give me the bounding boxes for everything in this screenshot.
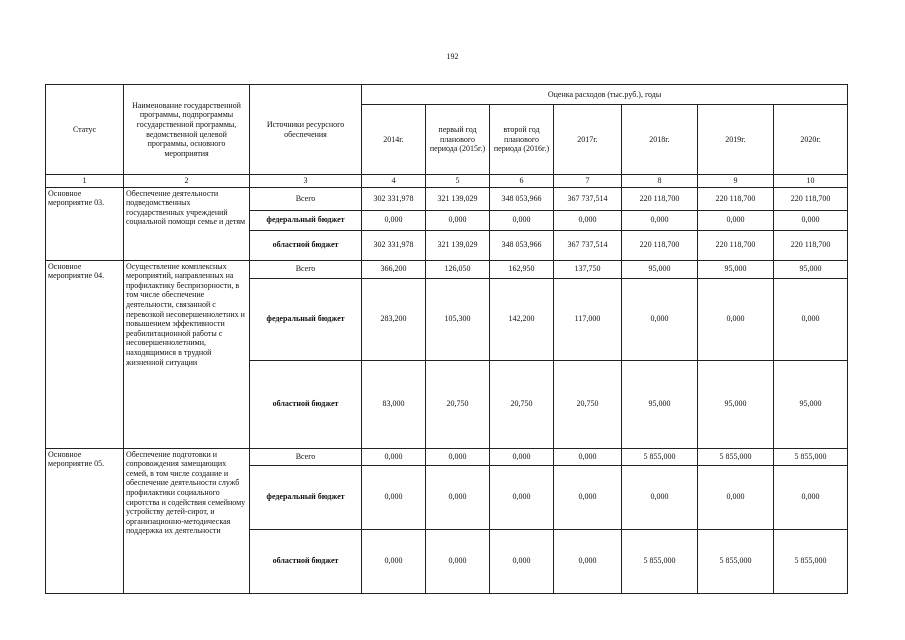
source-label: областной бюджет <box>250 230 362 260</box>
value-cell: 20,750 <box>426 360 490 448</box>
group-name: Обеспечение подготовки и сопровождения замещающих семей, в том числе создание и обеспечение деятельности служб профилактики социального сиротства и содействия семейному устройству детей-сирот, и организационно-методическая поддержка их деятельности <box>124 448 250 593</box>
value-cell: 0,000 <box>622 465 698 529</box>
column-number: 5 <box>426 175 490 188</box>
value-cell: 5 855,000 <box>698 448 774 465</box>
header-name: Наименование государственной программы, подпрограммы государственной программы, ведомственной целевой программы, основного мероприятия <box>124 85 250 175</box>
value-cell: 302 331,978 <box>362 230 426 260</box>
value-cell: 95,000 <box>622 360 698 448</box>
column-number-row <box>46 175 848 188</box>
value-cell: 95,000 <box>774 360 848 448</box>
value-cell: 283,200 <box>362 278 426 360</box>
value-cell: 0,000 <box>554 465 622 529</box>
value-cell: 0,000 <box>698 210 774 230</box>
header-year: 2020г. <box>774 105 848 175</box>
value-cell: 366,200 <box>362 260 426 278</box>
source-label: Всего <box>250 260 362 278</box>
source-label: федеральный бюджет <box>250 278 362 360</box>
source-label: Всего <box>250 187 362 210</box>
value-cell: 0,000 <box>774 210 848 230</box>
column-number: 3 <box>250 175 362 188</box>
value-cell: 321 139,029 <box>426 187 490 210</box>
value-cell: 0,000 <box>362 210 426 230</box>
column-number: 7 <box>554 175 622 188</box>
value-cell: 0,000 <box>622 210 698 230</box>
header-year: второй год планового периода (2016г.) <box>490 105 554 175</box>
column-number: 4 <box>362 175 426 188</box>
column-number: 6 <box>490 175 554 188</box>
value-cell: 0,000 <box>490 529 554 593</box>
group-name: Обеспечение деятельности подведомственных государственных учреждений социальной помощи семье и детям <box>124 187 250 260</box>
value-cell: 0,000 <box>622 278 698 360</box>
value-cell: 220 118,700 <box>774 187 848 210</box>
value-cell: 5 855,000 <box>622 529 698 593</box>
header-estimate: Оценка расходов (тыс.руб.), годы <box>362 85 848 105</box>
value-cell: 0,000 <box>554 210 622 230</box>
value-cell: 105,300 <box>426 278 490 360</box>
column-number: 8 <box>622 175 698 188</box>
value-cell: 220 118,700 <box>698 187 774 210</box>
header-year: 2018г. <box>622 105 698 175</box>
value-cell: 0,000 <box>426 465 490 529</box>
header-year: 2014г. <box>362 105 426 175</box>
column-number: 1 <box>46 175 124 188</box>
value-cell: 83,000 <box>362 360 426 448</box>
header-status: Статус <box>46 85 124 175</box>
value-cell: 117,000 <box>554 278 622 360</box>
value-cell: 0,000 <box>490 465 554 529</box>
value-cell: 302 331,978 <box>362 187 426 210</box>
header-year: 2017г. <box>554 105 622 175</box>
value-cell: 95,000 <box>698 360 774 448</box>
value-cell: 0,000 <box>362 448 426 465</box>
value-cell: 0,000 <box>490 448 554 465</box>
header-year: 2019г. <box>698 105 774 175</box>
header-year: первый год планового периода (2015г.) <box>426 105 490 175</box>
source-label: областной бюджет <box>250 529 362 593</box>
value-cell: 5 855,000 <box>774 529 848 593</box>
value-cell: 0,000 <box>362 529 426 593</box>
value-cell: 348 053,966 <box>490 187 554 210</box>
value-cell: 220 118,700 <box>622 187 698 210</box>
value-cell: 0,000 <box>774 465 848 529</box>
value-cell: 0,000 <box>426 529 490 593</box>
value-cell: 5 855,000 <box>774 448 848 465</box>
value-cell: 20,750 <box>554 360 622 448</box>
value-cell: 220 118,700 <box>622 230 698 260</box>
header-sources: Источники ресурсного обеспечения <box>250 85 362 175</box>
value-cell: 321 139,029 <box>426 230 490 260</box>
value-cell: 95,000 <box>622 260 698 278</box>
group-status: Основное мероприятие 05. <box>46 448 124 593</box>
source-label: федеральный бюджет <box>250 465 362 529</box>
source-label: областной бюджет <box>250 360 362 448</box>
value-cell: 0,000 <box>554 448 622 465</box>
value-cell: 137,750 <box>554 260 622 278</box>
table-row <box>46 448 848 465</box>
value-cell: 0,000 <box>490 210 554 230</box>
budget-table <box>45 84 848 594</box>
column-number: 2 <box>124 175 250 188</box>
value-cell: 367 737,514 <box>554 187 622 210</box>
value-cell: 0,000 <box>426 448 490 465</box>
value-cell: 220 118,700 <box>698 230 774 260</box>
value-cell: 162,950 <box>490 260 554 278</box>
value-cell: 0,000 <box>698 465 774 529</box>
value-cell: 5 855,000 <box>698 529 774 593</box>
value-cell: 0,000 <box>362 465 426 529</box>
value-cell: 220 118,700 <box>774 230 848 260</box>
value-cell: 142,200 <box>490 278 554 360</box>
table-row <box>46 260 848 278</box>
source-label: федеральный бюджет <box>250 210 362 230</box>
column-number: 10 <box>774 175 848 188</box>
value-cell: 348 053,966 <box>490 230 554 260</box>
group-status: Основное мероприятие 04. <box>46 260 124 448</box>
value-cell: 95,000 <box>698 260 774 278</box>
value-cell: 126,050 <box>426 260 490 278</box>
value-cell: 0,000 <box>774 278 848 360</box>
value-cell: 367 737,514 <box>554 230 622 260</box>
value-cell: 5 855,000 <box>622 448 698 465</box>
value-cell: 95,000 <box>774 260 848 278</box>
source-label: Всего <box>250 448 362 465</box>
value-cell: 0,000 <box>554 529 622 593</box>
group-status: Основное мероприятие 03. <box>46 187 124 260</box>
value-cell: 0,000 <box>426 210 490 230</box>
group-name: Осуществление комплексных мероприятий, направленных на профилактику беспризорности, в том числе обеспечение деятельности, связанной с перевозкой несовершеннолетних и повышением эффективности реабилитационной работы с несовершеннолетними, находящимися в трудной жизненной ситуации <box>124 260 250 448</box>
value-cell: 0,000 <box>698 278 774 360</box>
value-cell: 20,750 <box>490 360 554 448</box>
column-number: 9 <box>698 175 774 188</box>
table-row <box>46 187 848 210</box>
page-number: 192 <box>446 52 459 61</box>
